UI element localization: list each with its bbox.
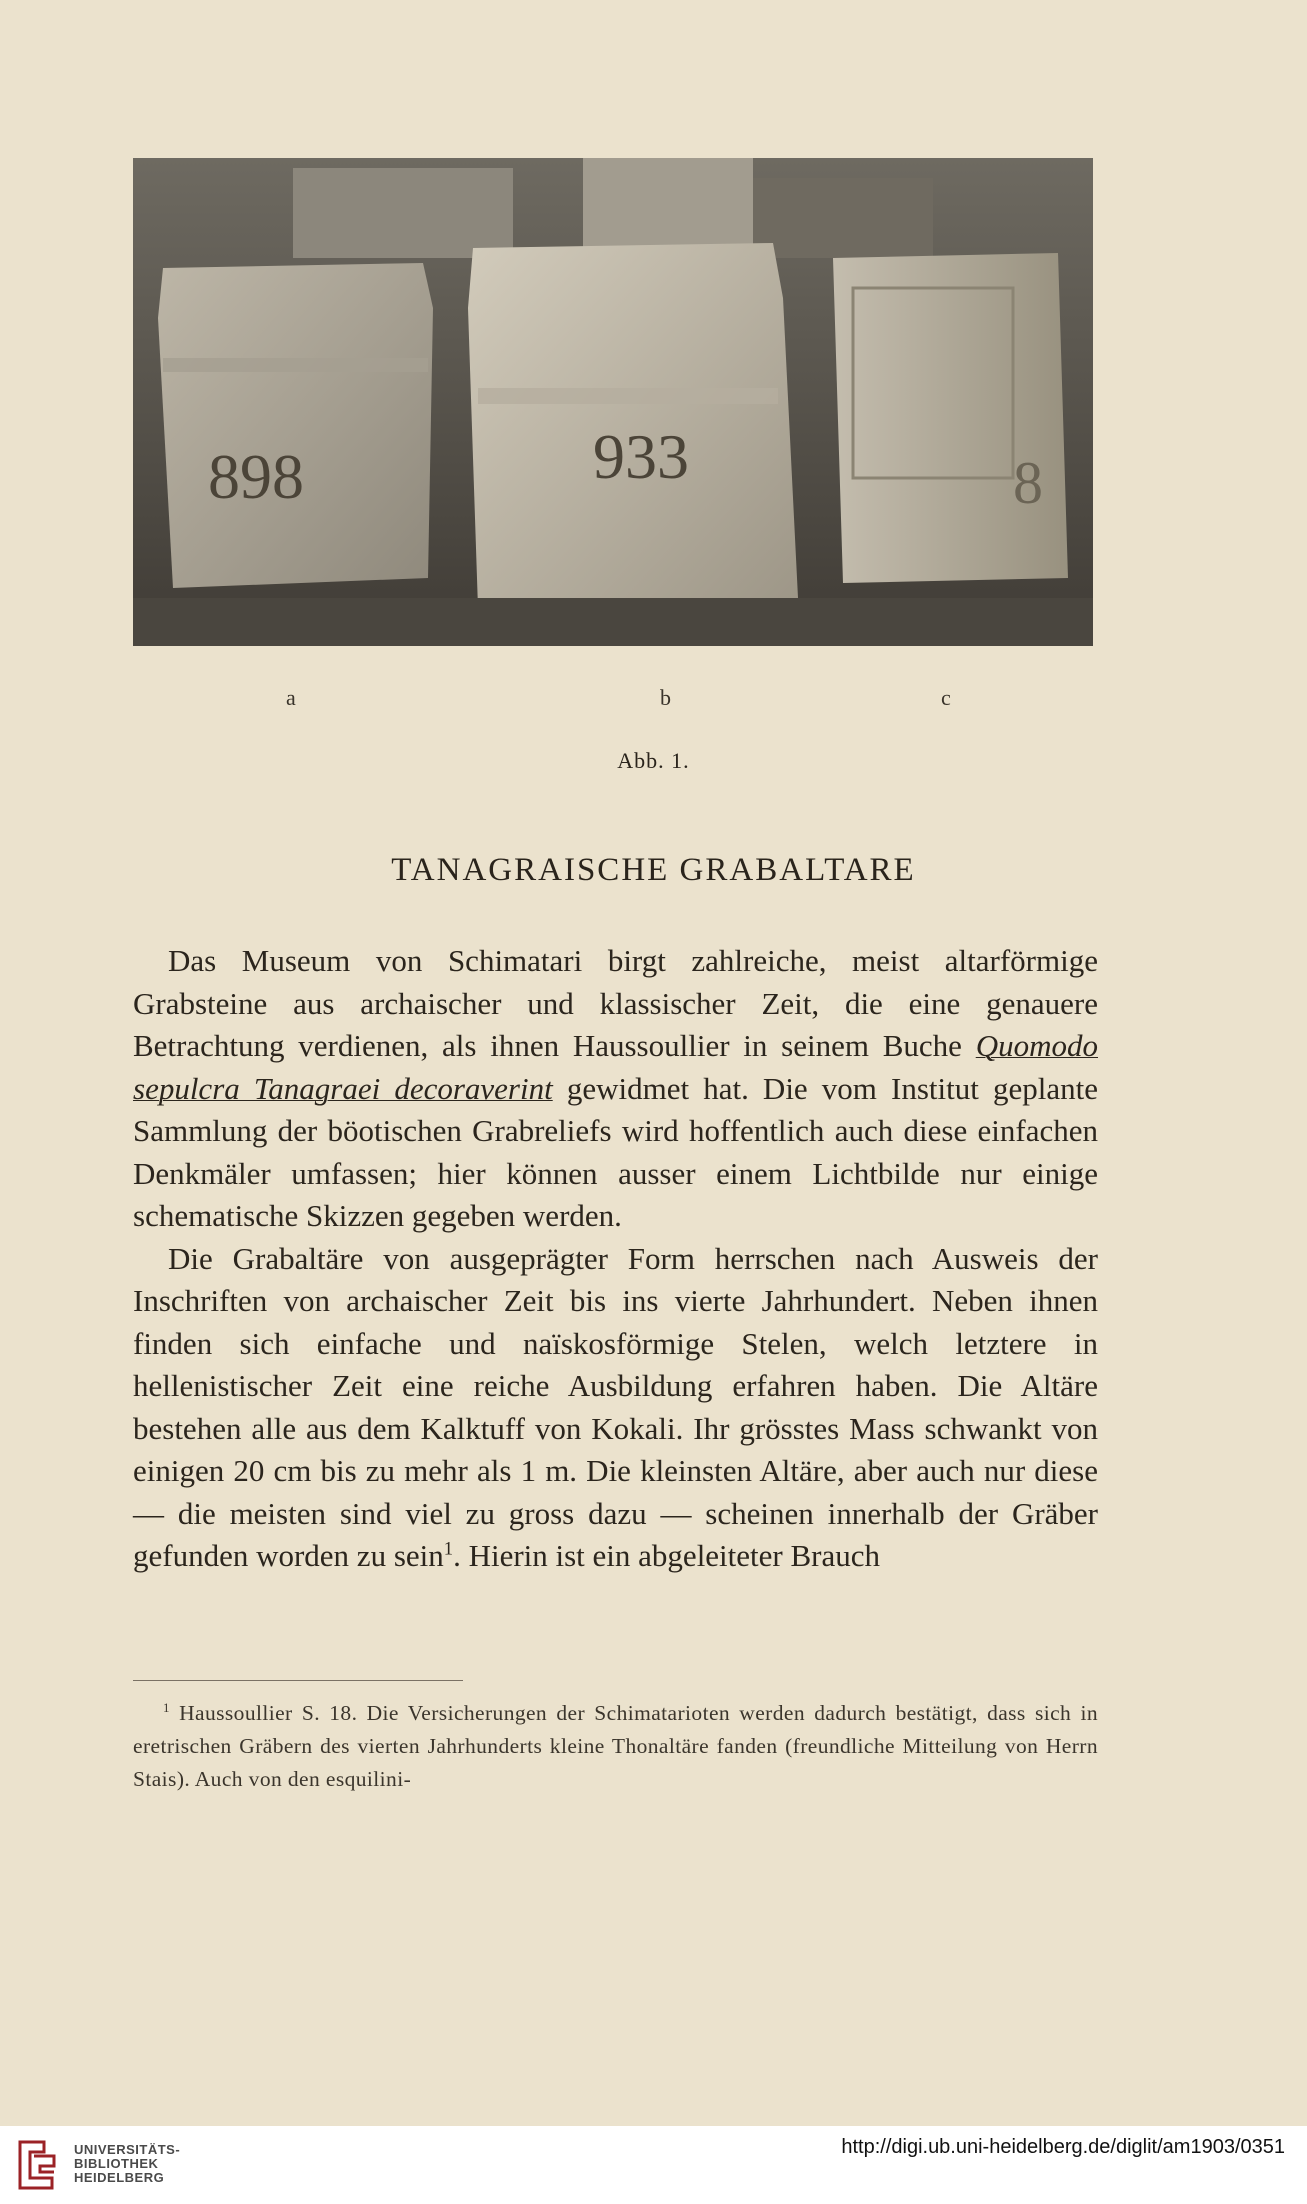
plate-letter-c: c (941, 685, 951, 710)
paragraph-2-text-b: . Hierin ist ein abgeleiteter Brauch (453, 1538, 881, 1573)
article-body (133, 940, 1098, 1578)
footnote-reference[interactable]: 1 (443, 1538, 454, 1560)
stone-number-a: 898 (208, 441, 304, 512)
footnote-1 (133, 1697, 1098, 1796)
altar-stones-photo (133, 158, 1093, 646)
photograph-plate (133, 158, 1093, 646)
logo-line-1: UNIVERSITÄTS- (74, 2142, 181, 2157)
footnote-text: Haussoullier S. 18. Die Versicherungen der Schimatarioten werden dadurch bestätigt, dass sich in eretrischen Gräbern des vierten Jahrhunderts kleine Thonaltäre fanden (freundliche Mitteilung von Herrn Stais). Auch von den esquilini- (133, 1701, 1098, 1791)
paragraph-1-text-a: Das Museum von Schimatari birgt zahlreiche, meist altarförmige Grabsteine aus archaischer und klassischer Zeit, die eine genauere Betrachtung verdienen, als ihnen Haussoullier in seinem Buche (133, 943, 1098, 1063)
stone-number-c: 8 (1013, 450, 1043, 516)
plate-letter-b: b (660, 685, 671, 710)
plate-letter-row (0, 685, 1307, 715)
logo-line-3: HEIDELBERG (74, 2170, 165, 2185)
figure-caption: Abb. 1. (617, 748, 690, 773)
book-title: Quomodo sepulcra Tanagraei decoraverint (133, 1028, 1098, 1106)
library-logo-text (74, 2143, 180, 2185)
stone-number-b: 933 (593, 421, 689, 492)
source-url-link[interactable]: http://digi.ub.uni-heidelberg.de/diglit/am1903/0351 (841, 2136, 1285, 2158)
footnote-divider (133, 1680, 463, 1681)
paragraph-1-text-b: gewidmet hat. Die vom Institut geplante Sammlung der böotischen Grabreliefs wird hoffentlich auch diese einfachen Denkmäler umfassen; hier können ausser einem Lichtbilde nur einige schematische Skizzen gegeben werden. (133, 1070, 1098, 1233)
footer-bar (0, 2126, 1307, 2204)
paragraph-2-text-a: Die Grabaltäre von ausgeprägter Form herrschen nach Ausweis der Inschriften von archaischer Zeit bis ins vierte Jahrhundert. Neben ihnen finden sich einfache und naïskosförmige Stelen, welch letztere in hellenistischer Zeit eine reiche Ausbildung erfahren haben. Die Altäre bestehen alle aus dem Kalktuff von Kokali. Ihr grösstes Mass schwankt von einigen 20 cm bis zu mehr als 1 m. Die kleinsten Altäre, aber auch nur diese — die meisten sind viel zu gross dazu — scheinen innerhalb der Gräber gefunden worden zu sein (133, 1240, 1098, 1573)
article-title: TANAGRAISCHE GRABALTARE (391, 852, 916, 888)
footnote-marker: 1 (163, 1700, 170, 1715)
paragraph-2 (133, 1238, 1098, 1578)
plate-letter-a: a (286, 685, 296, 710)
logo-line-2: BIBLIOTHEK (74, 2156, 159, 2171)
library-logo-icon (14, 2138, 58, 2192)
footnote (133, 1697, 1098, 1796)
paragraph-1 (133, 940, 1098, 1238)
